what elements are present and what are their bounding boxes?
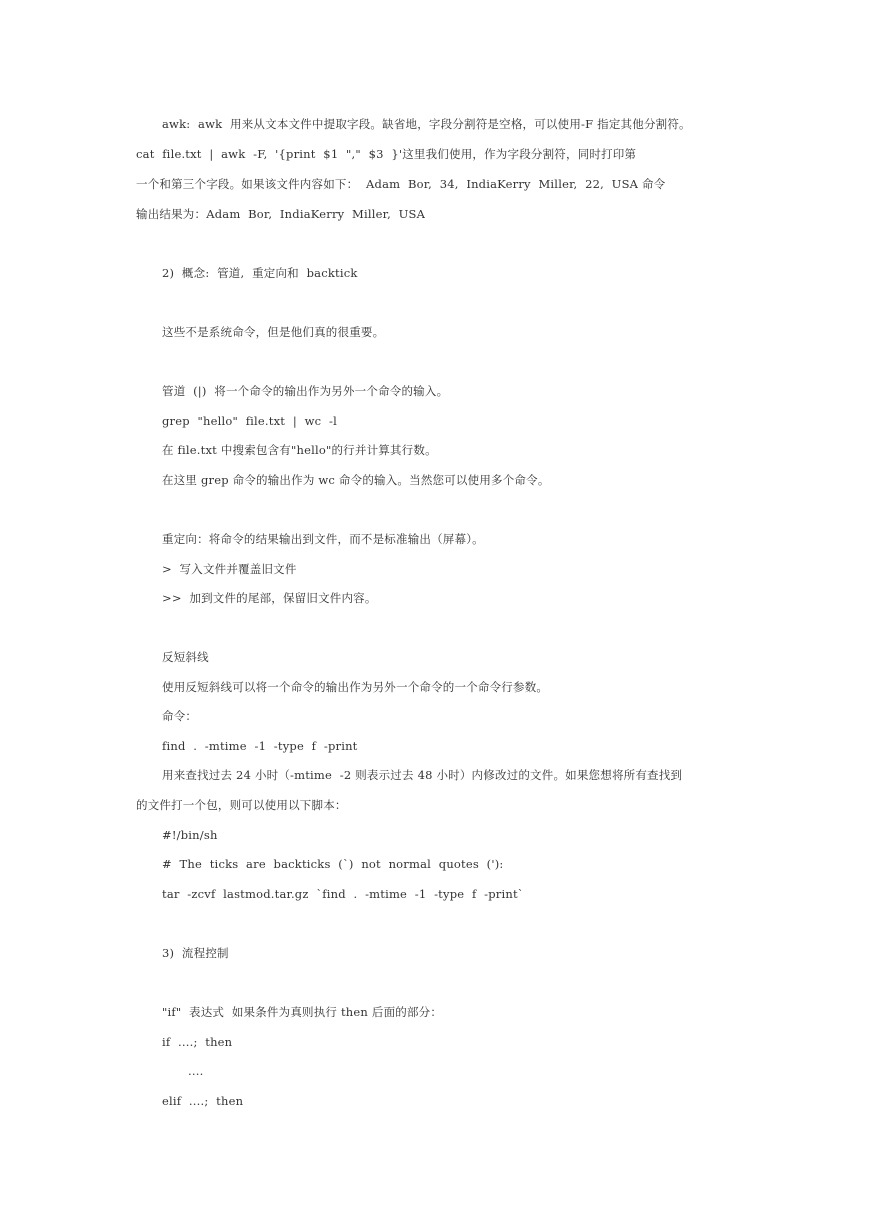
elif-line: elif ....; then — [162, 1094, 244, 1108]
concepts-heading: 2) 概念: 管道, 重定向和 backtick — [162, 266, 358, 280]
script-comment: # The ticks are backticks (`) not normal quotes ('): — [162, 857, 504, 871]
awk-paragraph-line-1: awk: awk 用来从文本文件中提取字段。缺省地，字段分割符是空格，可以使用-F 指定其他分割符。 — [162, 117, 691, 131]
script-tar-cmd: tar -zcvf lastmod.tar.gz `find . -mtime -1 -type f -print` — [162, 887, 524, 901]
pipe-explain-1: 在 file.txt 中搜索包含有"hello"的行并计算其行数。 — [162, 443, 437, 457]
script-shebang: #!/bin/sh — [162, 828, 218, 842]
concepts-intro: 这些不是系统命令，但是他们真的很重要。 — [162, 325, 385, 339]
pipe-explain-2: 在这里 grep 命令的输出作为 wc 命令的输入。当然您可以使用多个命令。 — [162, 473, 550, 487]
pipe-title: 管道 (|) 将一个命令的输出作为另外一个命令的输入。 — [162, 384, 449, 398]
awk-paragraph-line-2: cat file.txt | awk -F, '{print $1 "," $3 }'这里我们使用，作为字段分割符，同时打印第 — [136, 147, 637, 161]
if-body-line: .... — [188, 1064, 204, 1078]
backtick-explain-line-1: 用来查找过去 24 小时（-mtime -2 则表示过去 48 小时）内修改过的文件。如果您想将所有查找到 — [162, 768, 683, 782]
if-line: if ....; then — [162, 1035, 233, 1049]
flow-control-heading: 3) 流程控制 — [162, 946, 229, 960]
backtick-find-cmd: find . -mtime -1 -type f -print — [162, 739, 358, 753]
redirect-title: 重定向：将命令的结果输出到文件，而不是标准输出（屏幕）。 — [162, 532, 484, 546]
awk-paragraph-line-3: 一个和第三个字段。如果该文件内容如下： Adam Bor, 34, IndiaKerry Miller, 22, USA 命令 — [136, 177, 666, 191]
pipe-example: grep "hello" file.txt | wc -l — [162, 414, 337, 428]
if-desc: "if" 表达式 如果条件为真则执行 then 后面的部分： — [162, 1005, 443, 1019]
awk-paragraph-line-4: 输出结果为：Adam Bor, IndiaKerry Miller, USA — [136, 207, 426, 221]
backtick-cmd-label: 命令： — [162, 709, 198, 723]
redirect-append: >> 加到文件的尾部，保留旧文件内容。 — [162, 591, 377, 605]
backtick-title: 反短斜线 — [162, 650, 209, 664]
backtick-explain-line-2: 的文件打一个包，则可以使用以下脚本： — [136, 798, 347, 812]
backtick-desc: 使用反短斜线可以将一个命令的输出作为另外一个命令的一个命令行参数。 — [162, 680, 549, 694]
redirect-overwrite: > 写入文件并覆盖旧文件 — [162, 562, 297, 576]
